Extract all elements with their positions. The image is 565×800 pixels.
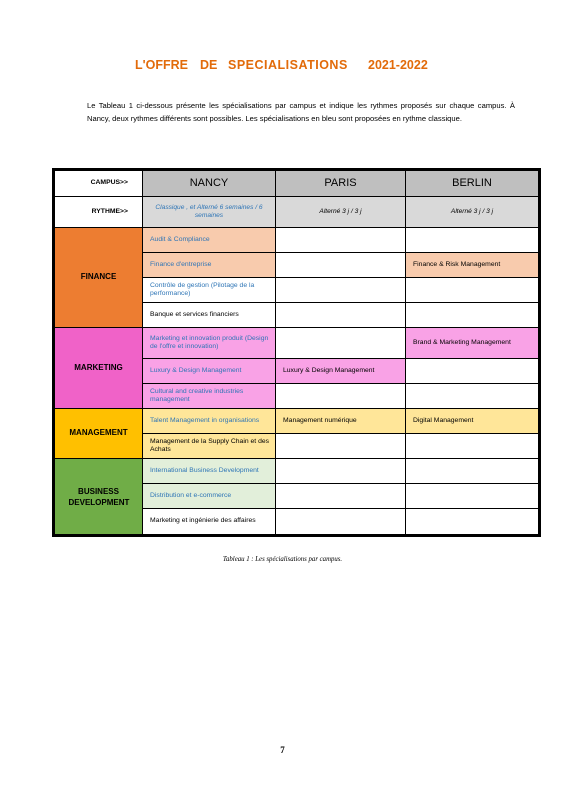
category-marketing: MARKETING — [55, 328, 143, 409]
campus-nancy: NANCY — [143, 171, 276, 197]
paris-business-3 — [276, 509, 406, 535]
paris-management-2 — [276, 434, 406, 459]
category-finance: FINANCE — [55, 228, 143, 328]
paris-marketing-1 — [276, 328, 406, 359]
berlin-management-2 — [406, 434, 539, 459]
campus-paris: PARIS — [276, 171, 406, 197]
category-business-development — [55, 459, 143, 535]
category-management: MANAGEMENT — [55, 409, 143, 459]
paris-business-2 — [276, 484, 406, 509]
campus-berlin: BERLIN — [406, 171, 539, 197]
nancy-management-2: Management de la Supply Chain et des Achats — [143, 434, 276, 459]
paris-marketing-2: Luxury & Design Management — [276, 359, 406, 384]
rythme-nancy — [143, 197, 276, 228]
title-word-de: DE — [200, 58, 218, 72]
berlin-marketing-3 — [406, 384, 539, 409]
rythme-nancy-text: Classique , et Alterné 6 semaines / 6 semaines — [155, 203, 263, 219]
rythme-paris: Alterné 3 j / 3 j — [276, 197, 406, 228]
paris-finance-4 — [276, 303, 406, 328]
berlin-business-1 — [406, 459, 539, 484]
page-title — [0, 58, 565, 78]
berlin-marketing-2 — [406, 359, 539, 384]
berlin-finance-3 — [406, 278, 539, 303]
page-number: 7 — [280, 745, 285, 755]
paris-business-1 — [276, 459, 406, 484]
nancy-finance-4: Banque et services financiers — [143, 303, 276, 328]
category-business-development-label: BUSINESS DEVELOPMENT — [68, 486, 130, 507]
campus-label: CAMPUS>> — [55, 171, 143, 197]
berlin-finance-1 — [406, 228, 539, 253]
table-caption: Tableau 1 : Les spécialisations par campus. — [222, 556, 343, 563]
paris-finance-2 — [276, 253, 406, 278]
nancy-finance-1: Audit & Compliance — [143, 228, 276, 253]
title-word-specialisations: SPECIALISATIONS — [228, 58, 348, 72]
paris-finance-1 — [276, 228, 406, 253]
berlin-finance-4 — [406, 303, 539, 328]
nancy-finance-2: Finance d'entreprise — [143, 253, 276, 278]
paris-finance-3 — [276, 278, 406, 303]
berlin-business-3 — [406, 509, 539, 535]
nancy-marketing-1: Marketing et innovation produit (Design de l'offre et innovation) — [143, 328, 276, 359]
berlin-management-1: Digital Management — [406, 409, 539, 434]
nancy-management-1: Talent Management in organisations — [143, 409, 276, 434]
intro-paragraph: Le Tableau 1 ci-dessous présente les spécialisations par campus et indique les rythmes proposés sur chaque campus. À Nancy, deux rythmes différents sont possibles. Les spécialisations en bleu sont proposées en rythme classique. — [87, 101, 515, 123]
berlin-business-2 — [406, 484, 539, 509]
paris-marketing-3 — [276, 384, 406, 409]
paris-management-1: Management numérique — [276, 409, 406, 434]
nancy-marketing-2: Luxury & Design Management — [143, 359, 276, 384]
specialisations-table — [54, 170, 539, 535]
rythme-berlin: Alterné 3 j / 3 j — [406, 197, 539, 228]
berlin-finance-2: Finance & Risk Management — [406, 253, 539, 278]
rythme-label: RYTHME>> — [55, 197, 143, 228]
nancy-marketing-3: Cultural and creative industries management — [143, 384, 276, 409]
nancy-business-1: International Business Development — [143, 459, 276, 484]
nancy-business-2: Distribution et e-commerce — [143, 484, 276, 509]
nancy-finance-3: Contrôle de gestion (Pilotage de la performance) — [143, 278, 276, 303]
berlin-marketing-1: Brand & Marketing Management — [406, 328, 539, 359]
nancy-business-3: Marketing et ingénierie des affaires — [143, 509, 276, 535]
title-year: 2021-2022 — [368, 58, 428, 72]
title-word-offre: L'OFFRE — [135, 58, 188, 72]
